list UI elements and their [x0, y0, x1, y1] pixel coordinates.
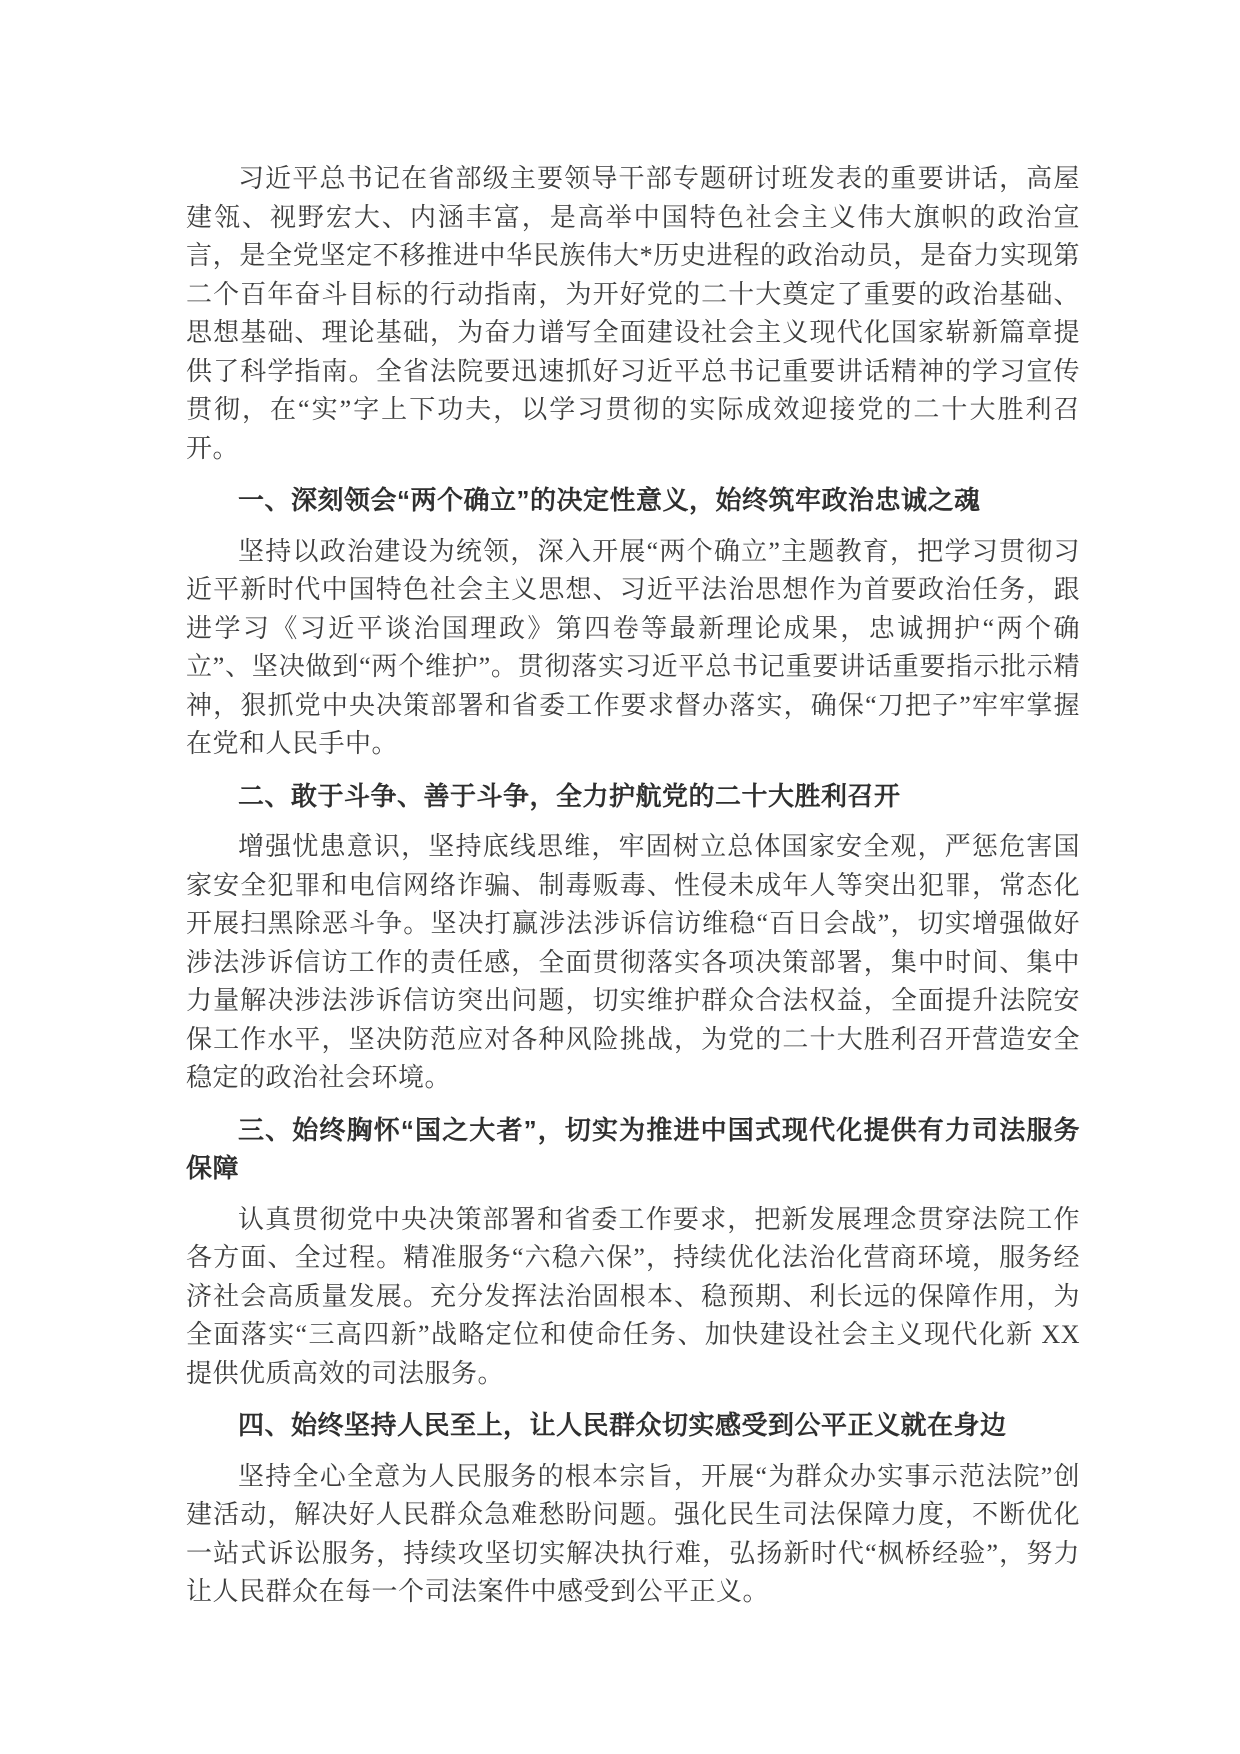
document-content	[186, 160, 1080, 1612]
section-2-heading: 二、敢于斗争、善于斗争，全力护航党的二十大胜利召开	[238, 780, 901, 811]
section-4-heading: 四、始终坚持人民至上，让人民群众切实感受到公平正义就在身边	[238, 1410, 1007, 1440]
section-1-paragraph: 坚持以政治建设为统领，深入开展“两个确立”主题教育，把学习贯彻习近平新时代中国特色社会主义思想、习近平法治思想作为首要政治任务，跟进学习《习近平谈治国理政》第四卷等最新理论成果，忠诚拥护“两个确立”、坚决做到“两个维护”。贯彻落实习近平总书记重要讲话重要指示批示精神，狠抓党中央决策部署和省委工作要求督办落实，确保“刀把子”牢牢掌握在党和人民手中。	[186, 536, 1080, 758]
section-2-paragraph: 增强忧患意识，坚持底线思维，牢固树立总体国家安全观，严惩危害国家安全犯罪和电信网络诈骗、制毒贩毒、性侵未成年人等突出犯罪，常态化开展扫黑除恶斗争。坚决打赢涉法涉诉信访维稳“百日会战”，切实增强做好涉法涉诉信访工作的责任感，全面贯彻落实各项决策部署，集中时间、集中力量解决涉法涉诉信访突出问题，切实维护群众合法权益，全面提升法院安保工作水平，坚决防范应对各种风险挑战，为党的二十大胜利召开营造安全稳定的政治社会环境。	[186, 832, 1080, 1092]
section-3-heading: 三、始终胸怀“国之大者”，切实为推进中国式现代化提供有力司法服务保障	[186, 1114, 1080, 1183]
section-4-paragraph: 坚持全心全意为人民服务的根本宗旨，开展“为群众办实事示范法院”创建活动，解决好人民群众急难愁盼问题。强化民生司法保障力度，不断优化一站式诉讼服务，持续攻坚切实解决执行难，弘扬新时代“枫桥经验”，努力让人民群众在每一个司法案件中感受到公平正义。	[186, 1461, 1080, 1606]
intro-paragraph: 习近平总书记在省部级主要领导干部专题研讨班发表的重要讲话，高屋建瓴、视野宏大、内涵丰富，是高举中国特色社会主义伟大旗帜的政治宣言，是全党坚定不移推进中华民族伟大*历史进程的政治动员，是奋力实现第二个百年奋斗目标的行动指南，为开好党的二十大奠定了重要的政治基础、思想基础、理论基础，为奋力谱写全面建设社会主义现代化国家崭新篇章提供了科学指南。全省法院要迅速抓好习近平总书记重要讲话精神的学习宣传贯彻，在“实”字上下功夫，以学习贯彻的实际成效迎接党的二十大胜利召开。	[186, 164, 1080, 463]
section-1-heading: 一、深刻领会“两个确立”的决定性意义，始终筑牢政治忠诚之魂	[238, 485, 981, 515]
section-3-paragraph: 认真贯彻党中央决策部署和省委工作要求，把新发展理念贯穿法院工作各方面、全过程。精准服务“六稳六保”，持续优化法治化营商环境，服务经济社会高质量发展。充分发挥法治固根本、稳预期、利长远的保障作用，为全面落实“三高四新”战略定位和使命任务、加快建设社会主义现代化新 XX 提供优质高效的司法服务。	[186, 1204, 1080, 1388]
